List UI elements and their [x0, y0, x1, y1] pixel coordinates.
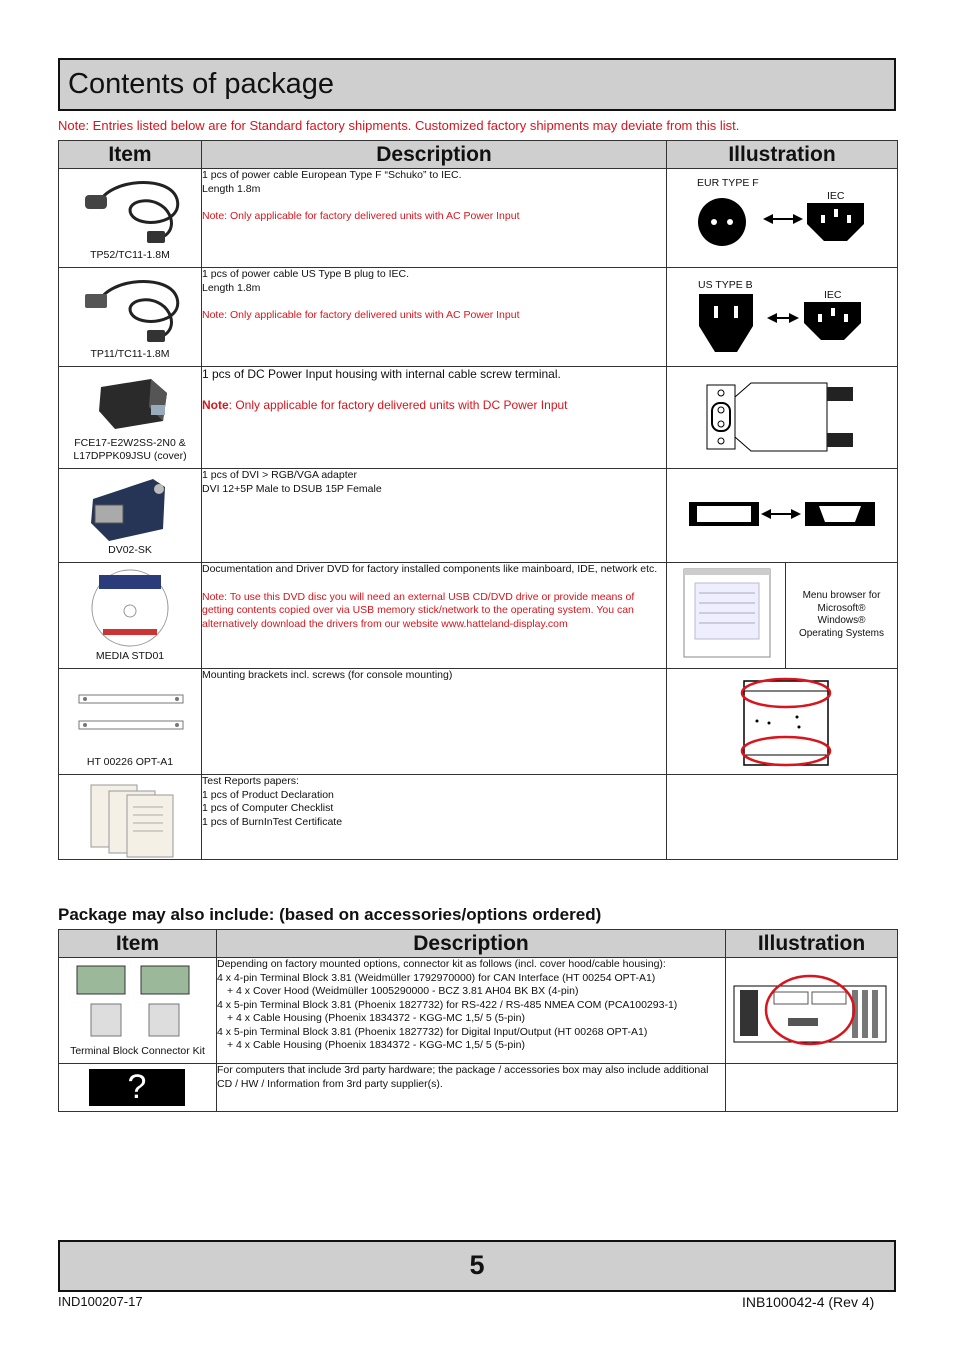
item-caption: TP11/TC11-1.8M	[90, 348, 170, 360]
desc-line: 1 pcs of BurnInTest Certificate	[202, 815, 343, 828]
table-row	[59, 958, 898, 1064]
header-description: Description	[202, 141, 667, 169]
description-cell	[217, 958, 726, 1064]
desc-note: Note: To use this DVD disc you will need an external USB CD/DVD drive or provide means of getting contents copied over via USB memory stick/network to the operating system. You can alternatively download the drivers from our website www.hatteland-display.com	[202, 590, 635, 630]
desc-line: Length 1.8m	[202, 281, 261, 294]
contents-table	[58, 140, 898, 860]
footer-bar	[58, 1240, 896, 1292]
table-row	[59, 469, 898, 563]
desc-line: 4 x 5-pin Terminal Block 3.81 (Phoenix 1827732) for RS-422 / RS-485 NMEA COM (PCA100293-1)	[217, 998, 678, 1011]
illustration-cell	[667, 669, 898, 775]
item-cell	[59, 169, 202, 268]
description-cell	[217, 1064, 726, 1112]
item-caption: Terminal Block Connector Kit	[70, 1045, 205, 1057]
dc-connector-housing-icon	[59, 367, 202, 433]
desc-line: 1 pcs of power cable US Type B plug to IEC.	[202, 268, 410, 280]
power-cable-icon	[59, 169, 202, 249]
desc-note-text: : Only applicable for factory delivered units with DC Power Input	[228, 398, 568, 412]
table-row	[59, 775, 898, 860]
caption-line: Windows®	[817, 615, 866, 626]
desc-line: 4 x 5-pin Terminal Block 3.81 (Phoenix 1827732) for Digital Input/Output (HT 00268 OPT-A1)	[217, 1025, 648, 1038]
computer-rear-panel-icon	[726, 958, 898, 1062]
illustration-cell	[667, 169, 898, 268]
item-caption: HT 00226 OPT-A1	[86, 756, 174, 768]
desc-note: Note: Only applicable for factory delivered units with AC Power Input	[202, 210, 520, 222]
dvi-to-vga-diagram-icon	[667, 469, 896, 561]
document-id-right: INB100042-4 (Rev 4)	[742, 1294, 875, 1310]
desc-note: Note: Only applicable for factory delivered units with AC Power Input	[202, 309, 520, 321]
plug-label-right: IEC	[824, 289, 842, 301]
item-cell	[59, 268, 202, 367]
caption-line: Microsoft®	[817, 602, 866, 614]
test-report-papers-icon	[59, 775, 202, 859]
table-header-row	[59, 930, 898, 958]
table-row	[59, 268, 898, 367]
desc-line: 1 pcs of power cable European Type F “Schuko” to IEC.	[202, 169, 462, 181]
desc-line: + 4 x Cable Housing (Phoenix 1834372 - KGG-MC 1,5/ 5 (5-pin)	[227, 1039, 525, 1051]
item-cell	[59, 775, 202, 860]
desc-line: 1 pcs of DVI > RGB/VGA adapter	[202, 469, 357, 481]
bracket-mounting-drawing-icon	[667, 669, 896, 773]
item-caption: MEDIA STD01	[95, 650, 165, 662]
item-cell	[59, 1064, 217, 1112]
description-cell	[202, 367, 667, 469]
description-cell	[202, 775, 667, 860]
header-item: Item	[59, 141, 202, 169]
table-row	[59, 367, 898, 469]
page-number: 5	[469, 1250, 485, 1280]
item-cell	[59, 669, 202, 775]
illustration-cell	[667, 268, 898, 367]
illustration-cell	[667, 367, 898, 469]
header-item: Item	[59, 930, 217, 958]
dvd-disc-icon	[59, 563, 202, 647]
desc-line: Mounting brackets incl. screws (for console mounting)	[202, 669, 453, 681]
menu-browser-screenshot-icon	[667, 563, 786, 667]
item-caption: DV02-SK	[108, 544, 152, 556]
item-caption	[59, 437, 201, 463]
dvi-adapter-icon	[59, 469, 202, 543]
header-description: Description	[217, 930, 726, 958]
item-cell	[59, 958, 217, 1064]
caption-line: FCE17-E2W2SS-2N0 &	[74, 437, 186, 449]
terminal-block-connectors-icon	[59, 958, 217, 1044]
header-bar	[58, 58, 896, 111]
desc-line: DVI 12+5P Male to DSUB 15P Female	[202, 482, 382, 495]
table-header-row	[59, 141, 898, 169]
item-cell	[59, 367, 202, 469]
caption-line: L17DPPK09JSU (cover)	[73, 450, 187, 462]
desc-line: 1 pcs of Product Declaration	[202, 788, 334, 801]
description-cell	[202, 563, 667, 669]
header-illustration: Illustration	[726, 930, 898, 958]
optional-contents-table	[58, 929, 898, 1112]
desc-line: For computers that include 3rd party hardware; the package / accessories box may also include additional CD / HW / Information from 3rd party supplier(s).	[217, 1064, 709, 1090]
illustration-cell	[667, 469, 898, 563]
menu-browser-caption	[786, 563, 898, 669]
desc-line: 4 x 4-pin Terminal Block 3.81 (Weidmüller 1792970000) for CAN Interface (HT 00254 OPT-A1)	[217, 971, 656, 984]
shipment-note: Note: Entries listed below are for Standard factory shipments. Customized factory shipments may deviate from this list.	[58, 118, 740, 133]
illustration-cell	[667, 563, 786, 669]
table-row	[59, 169, 898, 268]
table-row	[59, 563, 898, 669]
desc-line: Documentation and Driver DVD for factory installed components like mainboard, IDE, network etc.	[202, 563, 658, 575]
illustration-cell	[726, 1064, 898, 1112]
mounting-bracket-icon	[59, 669, 202, 739]
description-cell	[202, 669, 667, 775]
item-caption: TP52/TC11-1.8M	[90, 249, 170, 261]
desc-note-bold: Note	[202, 398, 229, 412]
desc-line: + 4 x Cable Housing (Phoenix 1834372 - KGG-MC 1,5/ 5 (5-pin)	[227, 1012, 525, 1024]
caption-line: Menu browser for	[802, 590, 881, 601]
power-cable-icon	[59, 268, 202, 348]
desc-line: 1 pcs of Computer Checklist	[202, 802, 334, 814]
desc-line: 1 pcs of DC Power Input housing with internal cable screw terminal.	[202, 367, 561, 381]
desc-line: Test Reports papers:	[202, 775, 299, 787]
plug-label-right: IEC	[827, 190, 845, 202]
desc-line: Length 1.8m	[202, 182, 261, 195]
description-cell	[202, 169, 667, 268]
desc-line: Depending on factory mounted options, connector kit as follows (incl. cover hood/cable housing):	[217, 958, 666, 970]
description-cell	[202, 469, 667, 563]
item-cell	[59, 563, 202, 669]
dc-connector-drawing-icon	[667, 367, 896, 467]
plug-label-left: US TYPE B	[698, 279, 753, 291]
desc-line: + 4 x Cover Hood (Weidmüller 1005290000 - BCZ 3.81 AH04 BK BX (4-pin)	[227, 985, 579, 997]
illustration-cell	[667, 775, 898, 860]
plug-label-left: EUR TYPE F	[697, 177, 759, 189]
section-title: Package may also include: (based on accessories/options ordered)	[58, 905, 602, 924]
document-id-left: IND100207-17	[58, 1294, 143, 1309]
item-cell	[59, 469, 202, 563]
question-mark-icon: ?	[89, 1069, 185, 1106]
page-title: Contents of package	[68, 68, 335, 100]
desc-note	[202, 398, 666, 413]
header-illustration: Illustration	[667, 141, 898, 169]
illustration-cell	[726, 958, 898, 1064]
description-cell	[202, 268, 667, 367]
table-row	[59, 1064, 898, 1112]
caption-line: Operating Systems	[798, 627, 885, 639]
table-row	[59, 669, 898, 775]
